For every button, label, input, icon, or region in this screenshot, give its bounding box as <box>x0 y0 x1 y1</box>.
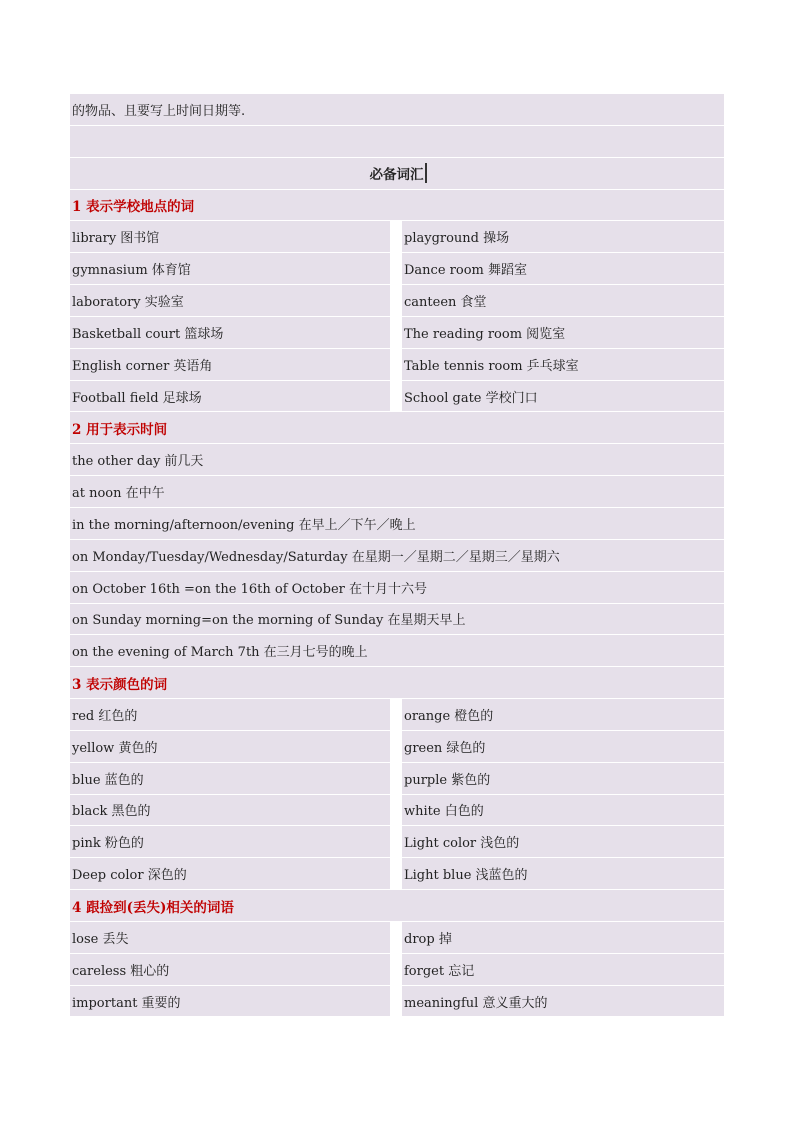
vocab-item: Deep color 深色的 <box>70 858 390 889</box>
time-phrase-row <box>70 572 724 604</box>
vocab-item: blue 蓝色的 <box>70 763 390 794</box>
vocab-pair-row <box>70 763 724 795</box>
vocab-item: Football field 足球场 <box>70 381 390 412</box>
vocab-title: 必备词汇 <box>370 163 427 183</box>
vocab-item: Light blue 浅蓝色的 <box>402 858 724 889</box>
vocab-item: Dance room 舞蹈室 <box>402 253 724 284</box>
time-phrase: the other day 前几天 <box>72 454 204 470</box>
intro-row <box>70 94 724 126</box>
vocab-item: orange 橙色的 <box>402 699 724 730</box>
section-heading: 4 跟捡到(丢失)相关的词语 <box>70 890 724 922</box>
vocab-pair-row <box>70 986 724 1018</box>
time-phrase: on the evening of March 7th 在三月七号的晚上 <box>72 645 368 661</box>
vocab-item: white 白色的 <box>402 795 724 826</box>
time-phrase-row <box>70 476 724 508</box>
vocab-item: careless 粗心的 <box>70 954 390 985</box>
vocab-pair-row <box>70 381 724 413</box>
time-phrase-row <box>70 635 724 667</box>
vocab-item: purple 紫色的 <box>402 763 724 794</box>
vocab-pair-row <box>70 954 724 986</box>
vocab-pair-row <box>70 731 724 763</box>
vocab-item: Table tennis room 乒乓球室 <box>402 349 724 380</box>
time-phrase: at noon 在中午 <box>72 486 165 502</box>
time-phrase-row <box>70 444 724 476</box>
vocab-item: lose 丢失 <box>70 922 390 953</box>
vocab-item: red 红色的 <box>70 699 390 730</box>
blank-row <box>70 126 724 158</box>
vocab-item: The reading room 阅览室 <box>402 317 724 348</box>
vocab-pair-row <box>70 826 724 858</box>
time-phrase: on Monday/Tuesday/Wednesday/Saturday 在星期一／星期二／星期三／星期六 <box>72 549 560 565</box>
vocab-item: playground 操场 <box>402 221 724 252</box>
vocab-item: black 黑色的 <box>70 795 390 826</box>
intro-text: 的物品、且要写上时间日期等. <box>72 103 246 119</box>
vocab-item: green 绿色的 <box>402 731 724 762</box>
vocab-pair-row <box>70 317 724 349</box>
vocab-pair-row <box>70 253 724 285</box>
vocab-item: Light color 浅色的 <box>402 826 724 857</box>
vocab-pair-row <box>70 285 724 317</box>
vocab-item: drop 掉 <box>402 922 724 953</box>
section-heading: 2 用于表示时间 <box>70 412 724 444</box>
time-phrase-row <box>70 604 724 636</box>
time-phrase-row <box>70 508 724 540</box>
vocab-item: important 重要的 <box>70 986 390 1017</box>
time-phrase-row <box>70 540 724 572</box>
vocab-item: forget 忘记 <box>402 954 724 985</box>
vocab-item: yellow 黄色的 <box>70 731 390 762</box>
vocab-pair-row <box>70 795 724 827</box>
document-body <box>70 94 724 1017</box>
vocab-pair-row <box>70 221 724 253</box>
vocab-item: library 图书馆 <box>70 221 390 252</box>
vocab-pair-row <box>70 699 724 731</box>
time-phrase: on Sunday morning=on the morning of Sunday 在星期天早上 <box>72 613 466 629</box>
vocab-item: Basketball court 篮球场 <box>70 317 390 348</box>
section-heading: 3 表示颜色的词 <box>70 667 724 699</box>
section-heading: 1 表示学校地点的词 <box>70 190 724 222</box>
vocab-item: gymnasium 体育馆 <box>70 253 390 284</box>
vocab-item: School gate 学校门口 <box>402 381 724 412</box>
vocab-item: laboratory 实验室 <box>70 285 390 316</box>
vocab-pair-row <box>70 922 724 954</box>
vocab-item: meaningful 意义重大的 <box>402 986 724 1017</box>
vocab-pair-row <box>70 349 724 381</box>
vocab-item: canteen 食堂 <box>402 285 724 316</box>
time-phrase: in the morning/afternoon/evening 在早上／下午／晚上 <box>72 517 416 533</box>
time-phrase: on October 16th =on the 16th of October 在十月十六号 <box>72 581 427 597</box>
vocab-pair-row <box>70 858 724 890</box>
vocab-title-row <box>70 158 724 190</box>
vocab-item: pink 粉色的 <box>70 826 390 857</box>
vocab-item: English corner 英语角 <box>70 349 390 380</box>
